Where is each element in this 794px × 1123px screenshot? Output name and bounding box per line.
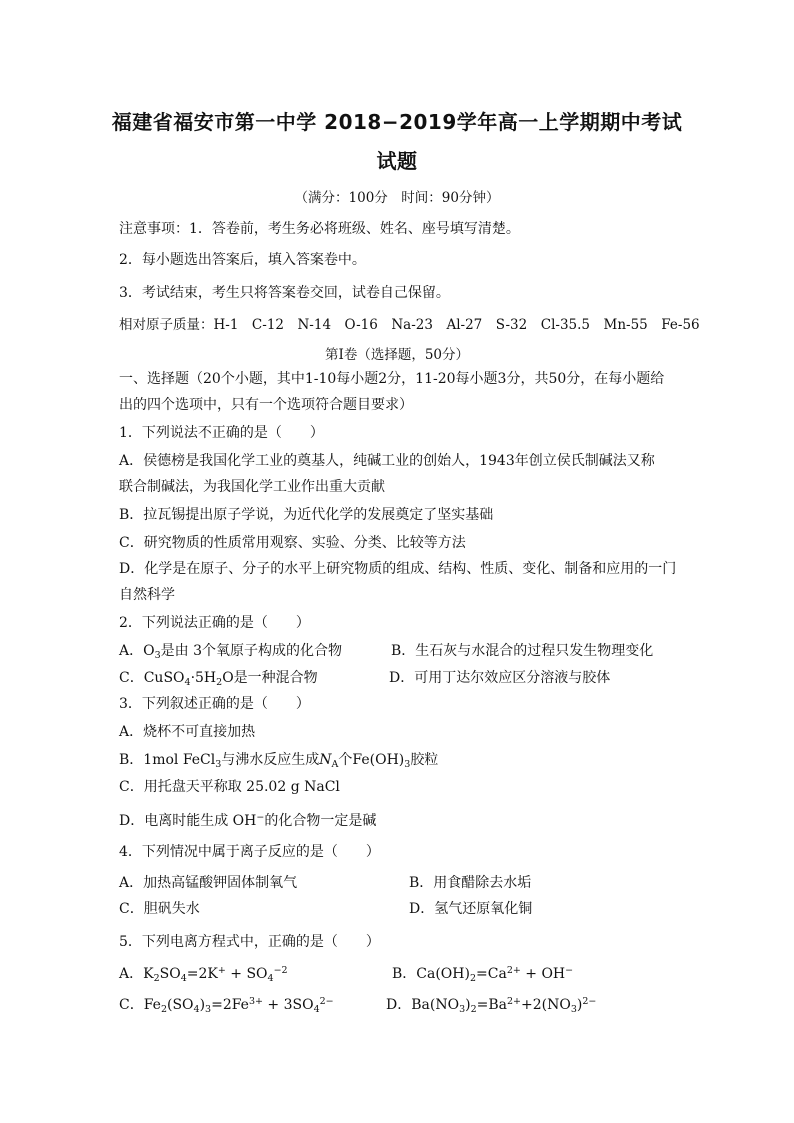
q2-option-c: C．$CuSO_4\cdot 5H_2O$是一种混合物: [119, 670, 318, 688]
section-intro-line1: 一、选择题（20个小题，其中1-10每小题2分，11-20每小题3分，共50分，在每小题给: [119, 371, 665, 387]
q3-option-b: B．1mol FeCl$_3$与沸水反应生成$N_A$个$Fe(OH)_3$胶粒: [119, 752, 439, 770]
q1-option-d-line1: D．化学是在原子、分子的水平上研究物质的组成、结构、性质、变化、制备和应用的一门: [119, 561, 677, 577]
atomic-masses: 相对原子质量：H-1 C-12 N-14 O-16 Na-23 Al-27 S-32 Cl-35.5 Mn-55 Fe-56: [119, 317, 700, 333]
q5-option-c: C．$Fe_2(SO_4)_3=2Fe^{3+} + 3SO_4^{2-}$: [119, 996, 334, 1015]
q2-option-b: B．生石灰与水混合的过程只发生物理变化: [391, 643, 654, 659]
q3-option-a: A．烧杯不可直接加热: [119, 724, 256, 740]
q5-option-d: D．$Ba(NO_3)_2=Ba^{2+}+2(NO_3)^{2-}$: [386, 996, 597, 1015]
exam-title-line1: 福建省福安市第一中学 2018−2019学年高一上学期期中考试: [111, 110, 683, 134]
q4-option-a: A．加热高锰酸钾固体制氧气: [119, 875, 298, 891]
notes-line-3: 3．考试结束，考生只将答案卷交回，试卷自己保留。: [119, 285, 450, 301]
section-intro-line2: 出的四个选项中，只有一个选项符合题目要求）: [119, 397, 413, 413]
q1-option-c: C．研究物质的性质常用观察、实验、分类、比较等方法: [119, 535, 466, 551]
q1-option-d-line2: 自然科学: [119, 587, 175, 603]
q5-option-b: B．$Ca(OH)_2=Ca^{2+} + OH^-$: [392, 965, 574, 984]
q2-option-d: D．可用丁达尔效应区分溶液与胶体: [389, 670, 611, 686]
q1-option-a-line2: 联合制碱法，为我国化学工业作出重大贡献: [119, 479, 385, 495]
q5-option-a: A．$K_2SO_4=2K^+ + SO_4^{-2}$: [119, 965, 288, 984]
section-heading: 第Ⅰ卷（选择题，50分）: [324, 347, 469, 363]
notes-line-2: 2．每小题选出答案后，填入答案卷中。: [119, 252, 366, 268]
q1-stem: 1．下列说法不正确的是（ ）: [119, 425, 324, 441]
q4-stem: 4．下列情况中属于离子反应的是（ ）: [119, 844, 380, 860]
notes-line-1: 注意事项：1．答卷前，考生务必将班级、姓名、座号填写清楚。: [119, 221, 520, 237]
q4-option-d: D．氢气还原氧化铜: [409, 901, 533, 917]
exam-title-line2: 试题: [376, 149, 418, 173]
q1-option-a-line1: A．侯德榜是我国化学工业的奠基人，纯碱工业的创始人，1943年创立侯氏制碱法又称: [119, 453, 655, 469]
q3-option-c: C．用托盘天平称取 25.02 g NaCl: [119, 779, 340, 795]
q3-option-d: D．电离时能生成 OH−的化合物一定是碱: [119, 812, 377, 829]
q5-stem: 5．下列电离方程式中，正确的是（ ）: [119, 934, 380, 950]
q4-option-b: B．用食醋除去水垢: [409, 875, 532, 891]
q3-stem: 3．下列叙述正确的是（ ）: [119, 696, 310, 712]
q1-option-b: B．拉瓦锡提出原子学说，为近代化学的发展奠定了坚实基础: [119, 507, 494, 523]
q2-option-a: A．$O_3$是由 3个氧原子构成的化合物: [119, 643, 342, 661]
q2-stem: 2．下列说法正确的是（ ）: [119, 615, 310, 631]
exam-subtitle: （满分：100分 时间：90分钟）: [294, 190, 500, 206]
q4-option-c: C．胆矾失水: [119, 901, 200, 917]
